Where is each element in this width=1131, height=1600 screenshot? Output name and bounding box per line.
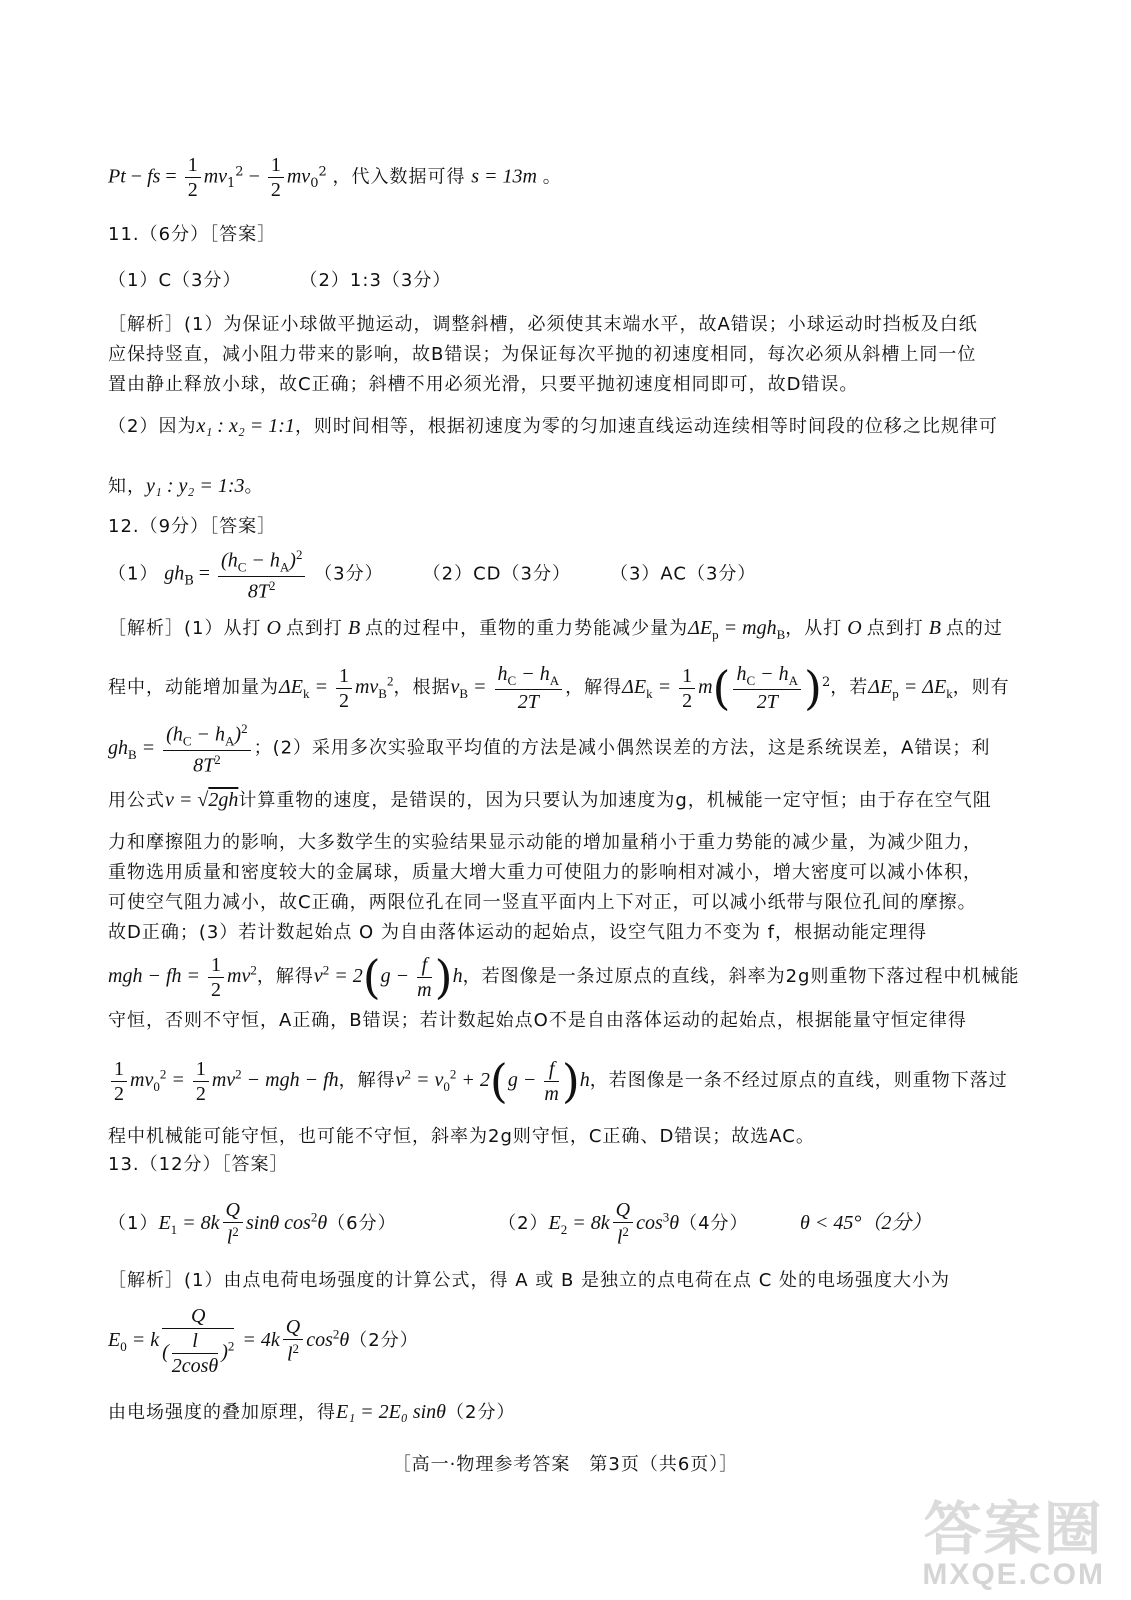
q11-analysis-1: ［解析］(1）为保证小球做平抛运动，调整斜槽，必须使其末端水平，故A错误；小球运动时挡板及白纸 — [108, 314, 978, 335]
q11-analysis-2: 应保持竖直，减小阻力带来的影响，故B错误；为保证每次平抛的初速度相同，每次必须从斜槽上同一位 — [108, 344, 977, 365]
q12-analysis-3: $gh_B$ = $\frac{(h_C - h_A)^2}{8T^2}$ ；(2）采用多次实验取平均值的方法是减小偶然误差的方法，这是系统误差，A错误；利 — [108, 721, 991, 777]
q13-analysis-3: 由电场强度的叠加原理，得E₁ = 2E₀ sinθ（2分） — [108, 1401, 516, 1423]
q13-answer: $(1)E_1 = 8k$ $\frac{Q}{l^2}$ sinθ $\cos^2\theta(6$分） $(2)E_2 = 8k$ $\frac{Q}{l^2}$ $\cos^3\theta(4$分） θ < 45°（2分） — [108, 1199, 932, 1249]
q12-analysis-8: 故D正确；(3）若计数起始点 O 为自由落体运动的起始点，设空气阻力不变为 f，根据动能定理得 — [108, 922, 928, 943]
watermark-site: MXQE.COM — [922, 1558, 1105, 1591]
q12-analysis-7: 可使空气阻力减小，故C正确，两限位孔在同一竖直平面内上下对正，可以减小纸带与限位孔间的摩擦。 — [108, 892, 977, 913]
q11-analysis-3: 置由静止释放小球，故C正确；斜槽不用必须光滑，只要平抛初速度相同即可，故D错误。 — [108, 374, 859, 395]
q12-heading: 12.（9分）［答案］ — [108, 516, 277, 537]
page-footer: ［高一·物理参考答案 第3页（共6页）］ — [392, 1454, 739, 1475]
q12-analysis-12: 程中机械能可能守恒，也可能不守恒，斜率为2g则守恒，C正确、D错误；故选AC。 — [108, 1126, 815, 1147]
q12-answer: （1） $gh_B$ = $\frac{(h_C - h_A)^2}{8T^2}$ （3分） （2）CD（3分） （3）AC（3分） — [108, 547, 757, 603]
q11-answer: （1）C（3分） （2）1:3（3分） — [108, 270, 452, 291]
q12-analysis-2: 程中，动能增加量为$\Delta E_k$ = $\frac{1}{2}$ $mv_B^2$，根据$v_B$ = $\frac{h_C - h_A}{2T}$ ，解得$\Delta E_k$ = $\frac{1}{2}$ m( $\frac{h_C - h_A}{2T}$ )$^2$，若$\Delta E_p = \Delta E_k$，则有 — [108, 661, 1010, 715]
q12-analysis-5: 力和摩擦阻力的影响，大多数学生的实验结果显示动能的增加量稍小于重力势能的减少量，为减少阻力， — [108, 832, 982, 853]
q12-analysis-11: $\frac{1}{2}$ $mv_0^2$ = $\frac{1}{2}$ $mv^2$ − mgh − fh，解得$v^2 = v_0^2 + 2(g$ − $\frac{f}{m}$ )h，若图像是一条不经过原点的直线，则重物下落过 — [108, 1058, 1008, 1104]
watermark — [922, 1495, 1105, 1592]
q13-heading: 13.（12分）［答案］ — [108, 1154, 289, 1175]
q13-analysis-2: $E_0 = k$ Q ( $\frac{l}{2\cos\theta}$ )$^2$ = 4k $\frac{Q}{l^2}$ $\cos^2\theta(2$分） — [108, 1305, 419, 1377]
q12-analysis-6: 重物选用质量和密度较大的金属球，质量大增大重力可使阻力的影响相对减小，增大密度可以减小体积， — [108, 862, 982, 883]
q11-analysis-5: 知，y₁ : y₂ = 1:3。 — [108, 475, 264, 497]
result-value: s = 13m — [471, 165, 537, 188]
q12-analysis-1: ［解析］(1）从打 O 点到打 B 点的过程中，重物的重力势能减少量为$\Delta E_p = mgh_B$，从打 O 点到打 B 点的过 — [108, 617, 1003, 642]
q12-analysis-4: 用公式v = √2gh计算重物的速度，是错误的，因为只要认为加速度为g，机械能一定守恒；由于存在空气阻 — [108, 789, 992, 811]
equation-work-energy: Pt − fs = $\frac{1}{2}$ $mv_1^2$ − $\frac{1}{2}$ $mv_0^2$ ，代入数据可得 s = 13m 。 — [108, 154, 562, 201]
q13-analysis-1: ［解析］(1）由点电荷电场强度的计算公式，得 A 或 B 是独立的点电荷在点 C 处的电场强度大小为 — [108, 1270, 951, 1291]
line-text: ，代入数据可得 — [332, 166, 466, 188]
q12-analysis-10: 守恒，否则不守恒，A正确，B错误；若计数起始点O不是自由落体运动的起始点，根据能量守恒定律得 — [108, 1010, 967, 1031]
q11-analysis-4: （2）因为x₁ : x₂ = 1:1，则时间相等，根据初速度为零的匀加速直线运动连续相等时间段的位移之比规律可 — [108, 415, 998, 437]
q12-analysis-9: mgh − fh = $\frac{1}{2}$ $mv^2$，解得$v^2 = 2(g$ − $\frac{f}{m}$ )h，若图像是一条过原点的直线，斜率为2g则重物下落过程中机械能 — [108, 950, 1020, 1004]
q11-heading: 11.（6分）［答案］ — [108, 224, 277, 245]
watermark-logo: 答案圈 — [923, 1495, 1104, 1563]
